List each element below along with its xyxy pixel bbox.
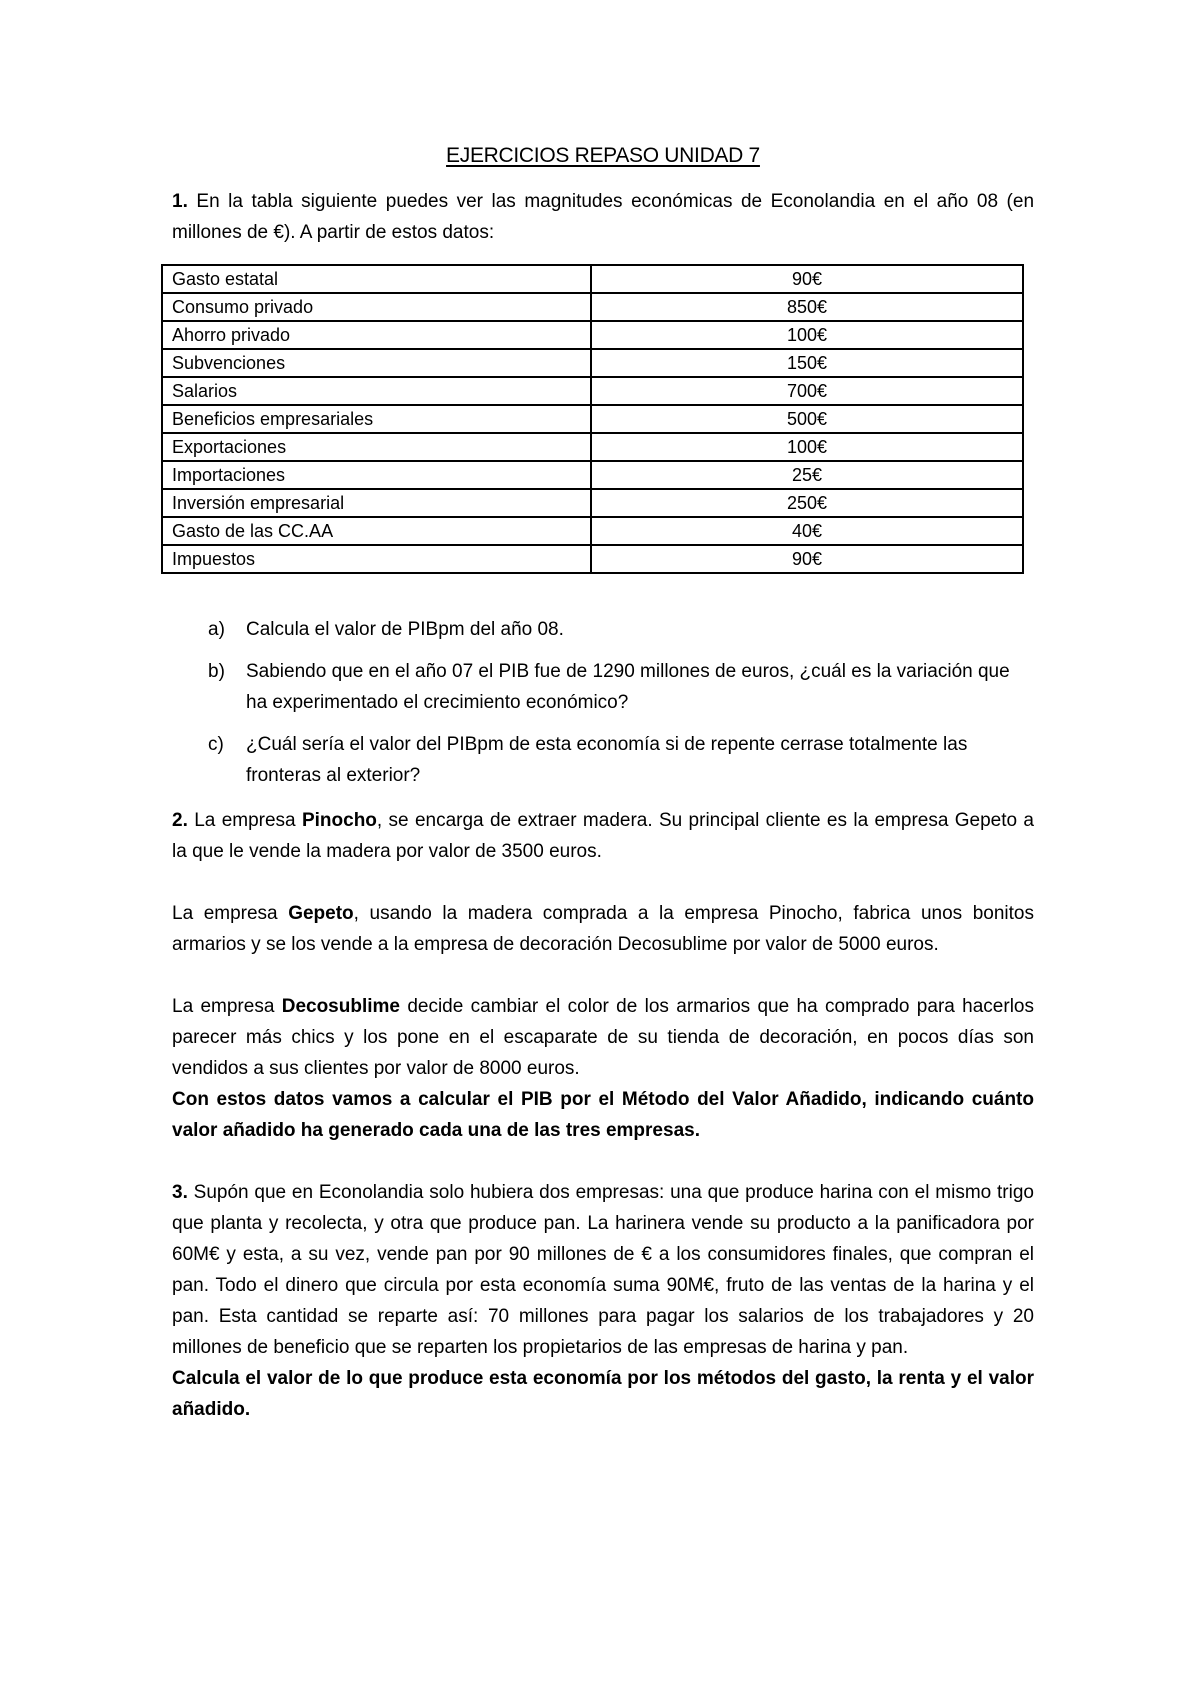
exercise-2-p3-text-b: decide cambiar el color de los armarios que ha comprado para hacerlos parecer más chics y los pone en el escaparate de su tienda de decoración, en pocos días son vendidos a sus clientes por valor de 8000 euros. [172,996,1034,1079]
table-cell-label: Subvenciones [162,349,591,377]
company-decosublime: Decosublime [281,996,400,1017]
exercise-3-text: Supón que en Econolandia solo hubiera dos empresas: una que produce harina con el mismo trigo que planta y recolecta, y otra que produce pan. La harinera vende su producto a la panificadora por 60M€ y esta, a su vez, vende pan por 90 millones de € a los consumidores finales, que compran el pan. Todo el dinero que circula por esta economía suma 90M€, fruto de las ventas de la harina y el pan. Esta cantidad se reparte así: 70 millones para pagar los salarios de los trabajadores y 20 millones de beneficio que se reparten los propietarios de las empresas de harina y pan. [172,1182,1034,1358]
question-text: Calcula el valor de PIBpm del año 08. [246,619,564,640]
magnitudes-table-body [162,265,1023,573]
table-cell-label: Salarios [162,377,591,405]
exercise-3-task-text: Calcula el valor de lo que produce esta economía por los métodos del gasto, la renta y el valor añadido. [172,1368,1034,1420]
table-row [162,433,1023,461]
exercise-2-task [172,1084,1034,1146]
table-cell-value: 40€ [591,517,1023,545]
table-cell-value: 250€ [591,489,1023,517]
table-cell-value: 150€ [591,349,1023,377]
exercise-2-p2-text-a: La empresa [172,903,289,924]
table-cell-value: 90€ [591,265,1023,293]
table-cell-value: 90€ [591,545,1023,573]
exercise-2-paragraph-2 [172,898,1034,960]
table-row [162,405,1023,433]
question-item [172,729,1034,791]
table-row [162,321,1023,349]
exercise-2-p3-text-a: La empresa [172,996,282,1017]
table-row [162,349,1023,377]
company-gepeto: Gepeto [288,903,354,924]
table-cell-value: 500€ [591,405,1023,433]
exercise-1-text: En la tabla siguiente puedes ver las magnitudes económicas de Econolandia en el año 08 (en millones de €). A partir de estos datos: [172,191,1035,243]
table-row [162,517,1023,545]
exercise-3-paragraph [172,1177,1034,1363]
table-cell-label: Exportaciones [162,433,591,461]
table-row [162,377,1023,405]
exercise-2-paragraph-1 [172,805,1034,867]
table-cell-value: 850€ [591,293,1023,321]
table-cell-label: Impuestos [162,545,591,573]
magnitudes-table [161,264,1024,574]
table-row [162,265,1023,293]
exercise-2-task-text: Con estos datos vamos a calcular el PIB por el Método del Valor Añadido, indicando cuánto valor añadido ha generado cada una de las tres empresas. [172,1089,1034,1141]
exercise-1-questions [172,614,1034,791]
table-cell-value: 100€ [591,321,1023,349]
exercise-2-p2-text-b: , usando la madera comprada a la empresa Pinocho, fabrica unos bonitos armarios y se los vende a la empresa de decoración Decosublime por valor de 5000 euros. [172,903,1034,955]
table-cell-label: Beneficios empresariales [162,405,591,433]
exercise-1-number: 1. [172,191,188,212]
question-marker: c) [208,734,224,755]
exercise-3-number: 3. [172,1182,188,1203]
question-marker: b) [208,661,225,682]
question-marker: a) [208,619,225,640]
exercise-1-intro [172,186,1034,248]
table-cell-label: Gasto estatal [162,265,591,293]
table-cell-value: 700€ [591,377,1023,405]
question-text: ¿Cuál sería el valor del PIBpm de esta economía si de repente cerrase totalmente las fronteras al exterior? [246,734,968,786]
question-item [172,656,1034,718]
exercise-3-task [172,1363,1034,1425]
table-cell-label: Consumo privado [162,293,591,321]
table-cell-label: Inversión empresarial [162,489,591,517]
table-cell-value: 100€ [591,433,1023,461]
table-cell-label: Importaciones [162,461,591,489]
table-cell-label: Ahorro privado [162,321,591,349]
table-row [162,545,1023,573]
exercise-2-p1-text-b: , se encarga de extraer madera. Su principal cliente es la empresa Gepeto a la que le vende la madera por valor de 3500 euros. [172,810,1034,862]
company-pinocho: Pinocho [301,810,377,831]
question-item [172,614,1034,645]
table-row [162,489,1023,517]
table-cell-value: 25€ [591,461,1023,489]
question-text: Sabiendo que en el año 07 el PIB fue de 1290 millones de euros, ¿cuál es la variación que ha experimentado el crecimiento económico? [246,661,1010,713]
table-row [162,461,1023,489]
exercise-2-paragraph-3 [172,991,1034,1084]
exercise-2-number: 2. [172,810,188,831]
page-title: EJERCICIOS REPASO UNIDAD 7 [446,144,760,167]
exercise-2-p1-text-a: La empresa [194,810,302,831]
table-cell-label: Gasto de las CC.AA [162,517,591,545]
table-row [162,293,1023,321]
